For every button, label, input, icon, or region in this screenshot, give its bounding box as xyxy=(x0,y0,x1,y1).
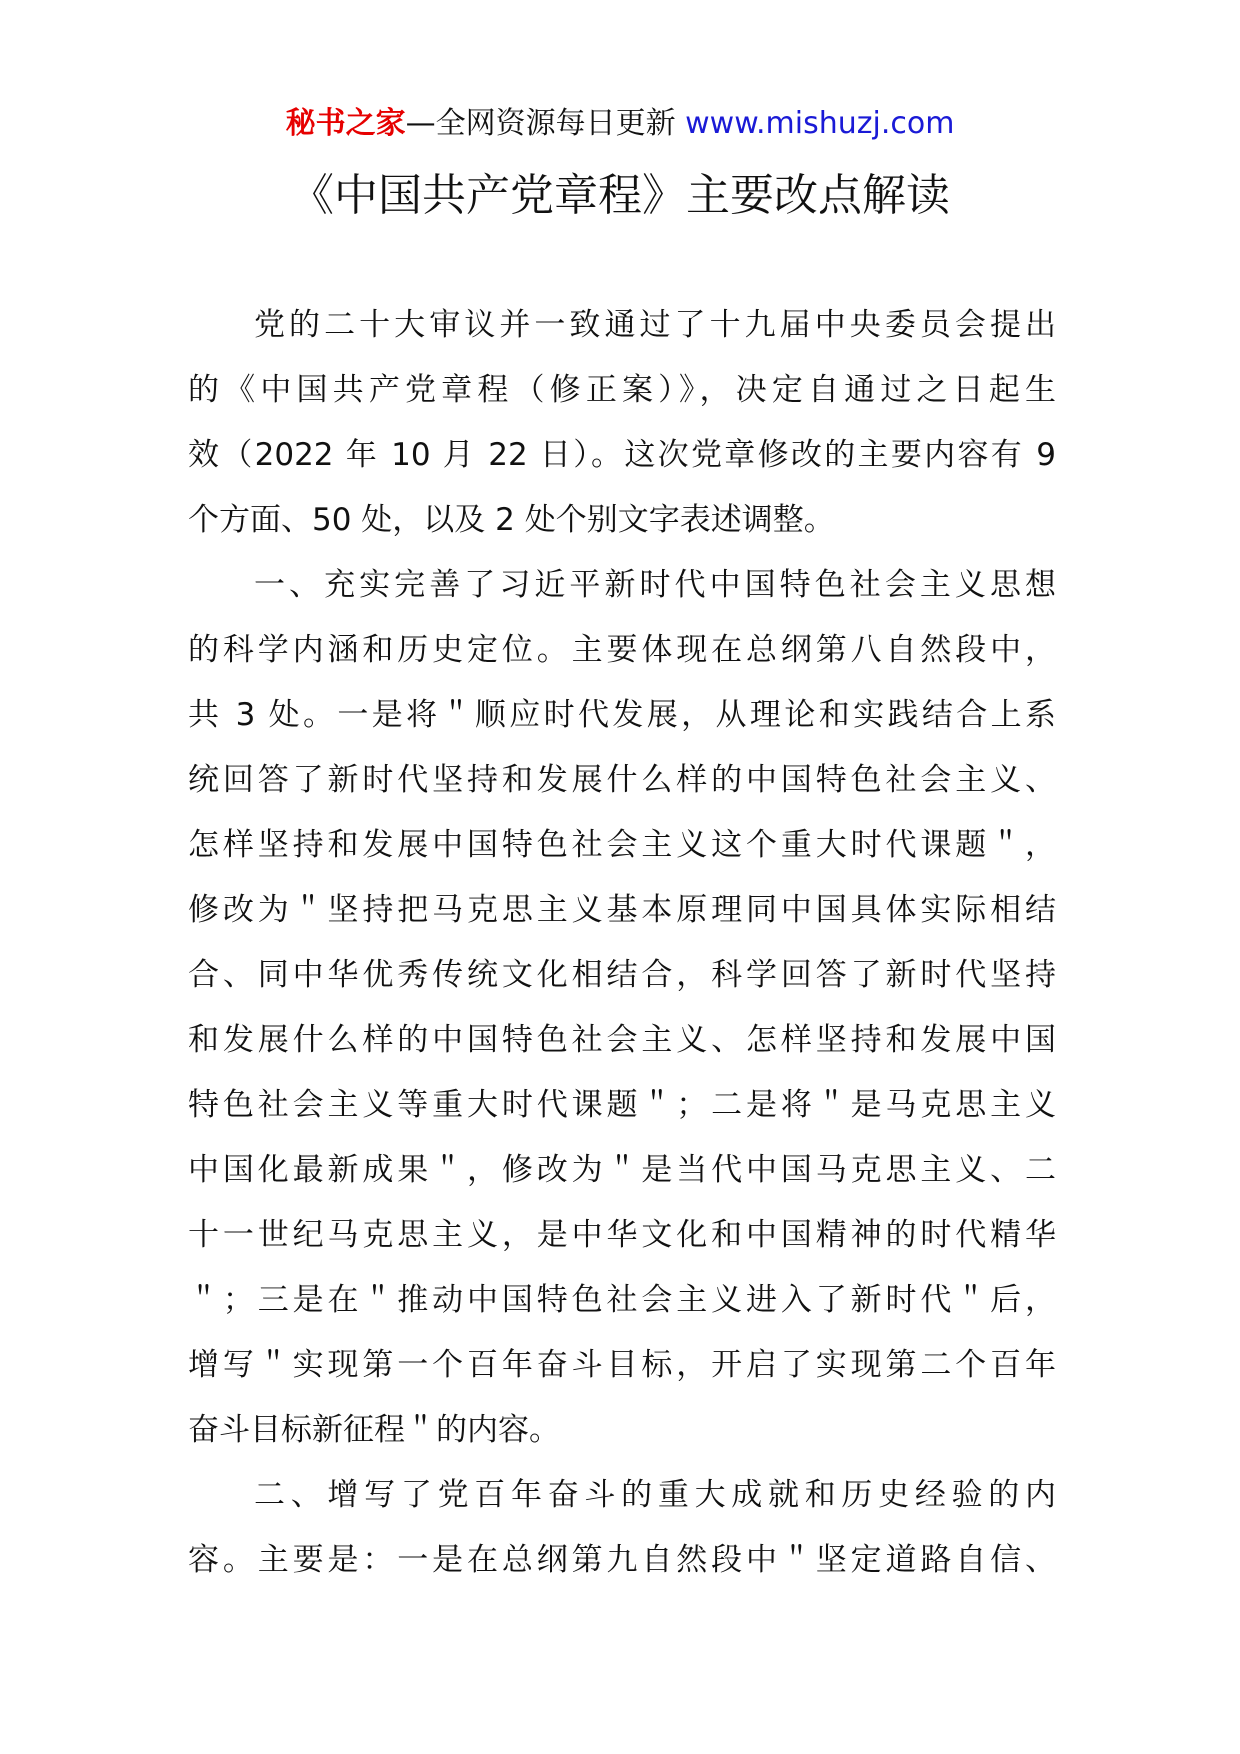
site-tagline: —全网资源每日更新 xyxy=(405,106,686,141)
body-line: 共 3 处。一是将＂顺应时代发展，从理论和实践结合上系 xyxy=(188,697,1056,733)
body-line: 中国化最新成果＂，修改为＂是当代中国马克思主义、二 xyxy=(188,1152,1056,1188)
body-line: 的科学内涵和历史定位。主要体现在总纲第八自然段中， xyxy=(188,632,1056,668)
body-line: 党的二十大审议并一致通过了十九届中央委员会提出 xyxy=(254,307,1056,343)
site-url-link[interactable]: www.mishuzj.com xyxy=(685,106,955,141)
body-line: 修改为＂坚持把马克思主义基本原理同中国具体实际相结 xyxy=(188,892,1056,928)
body-line: 十一世纪马克思主义，是中华文化和中国精神的时代精华 xyxy=(188,1217,1056,1253)
body-line: 统回答了新时代坚持和发展什么样的中国特色社会主义、 xyxy=(188,762,1056,798)
body-line: 的《中国共产党章程（修正案）》，决定自通过之日起生 xyxy=(188,372,1056,408)
body-line: 增写＂实现第一个百年奋斗目标，开启了实现第二个百年 xyxy=(188,1347,1056,1383)
body-line: 怎样坚持和发展中国特色社会主义这个重大时代课题＂， xyxy=(188,827,1056,863)
body-line: 效（2022 年 10 月 22 日）。这次党章修改的主要内容有 9 xyxy=(188,437,1056,473)
body-line: 特色社会主义等重大时代课题＂；二是将＂是马克思主义 xyxy=(188,1087,1056,1123)
body-line: 合、同中华优秀传统文化相结合，科学回答了新时代坚持 xyxy=(188,957,1056,993)
document-title: 《中国共产党章程》主要改点解读 xyxy=(290,170,950,221)
document-body xyxy=(188,293,1056,1593)
body-line: 奋斗目标新征程＂的内容。 xyxy=(188,1412,560,1448)
body-line: 二、增写了党百年奋斗的重大成就和历史经验的内 xyxy=(254,1477,1056,1513)
body-line: 和发展什么样的中国特色社会主义、怎样坚持和发展中国 xyxy=(188,1022,1056,1058)
site-banner xyxy=(0,102,1240,146)
body-line: 一、充实完善了习近平新时代中国特色社会主义思想 xyxy=(254,567,1056,603)
body-line: ＂；三是在＂推动中国特色社会主义进入了新时代＂后， xyxy=(188,1282,1056,1318)
site-brand: 秘书之家 xyxy=(285,106,406,141)
body-line: 个方面、50 处，以及 2 处个别文字表述调整。 xyxy=(188,502,835,538)
body-line: 容。主要是：一是在总纲第九自然段中＂坚定道路自信、 xyxy=(188,1542,1056,1578)
